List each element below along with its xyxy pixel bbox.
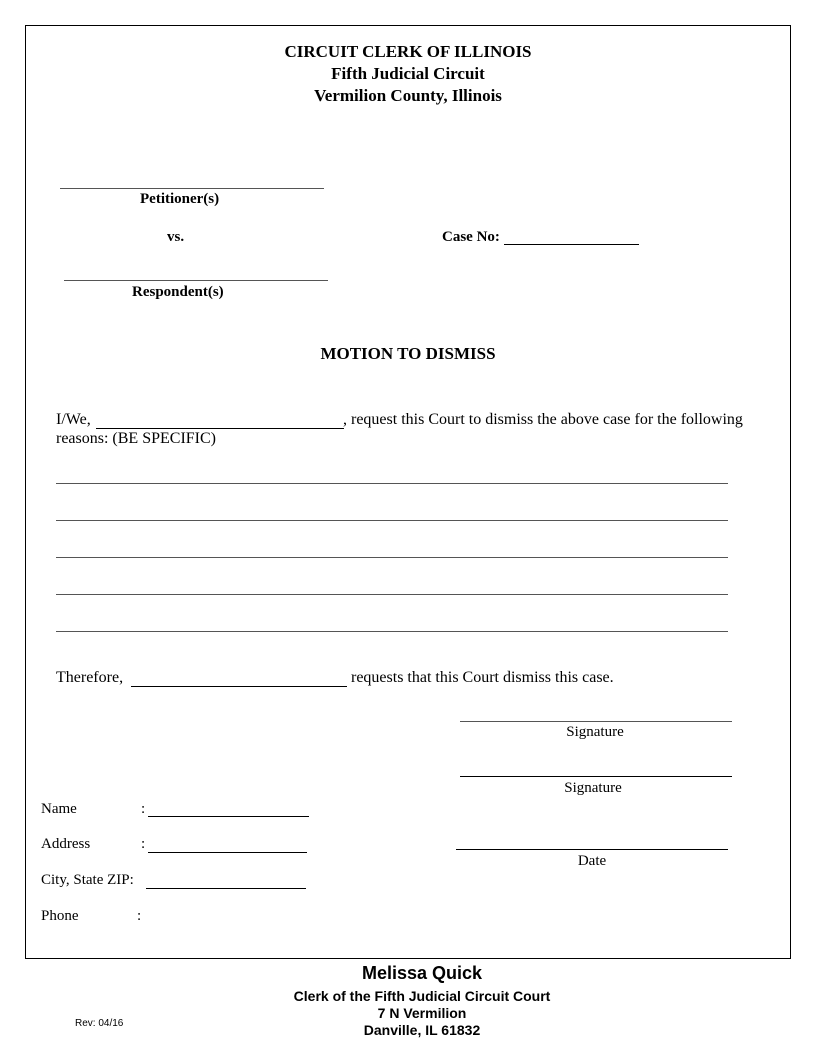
signature-line-2[interactable] xyxy=(460,776,732,777)
name-line[interactable] xyxy=(148,816,309,817)
reason-line[interactable] xyxy=(56,520,728,521)
address-line[interactable] xyxy=(148,852,307,853)
city-state-zip-line[interactable] xyxy=(146,888,306,889)
reason-line[interactable] xyxy=(56,557,728,558)
respondent-line[interactable] xyxy=(64,280,328,281)
phone-colon: : xyxy=(137,908,142,924)
case-no-label: Case No: xyxy=(442,229,500,245)
revision-label: Rev: 04/16 xyxy=(75,1018,124,1029)
date-label: Date xyxy=(577,853,607,869)
vs-label: vs. xyxy=(167,229,185,245)
city-state-zip-label: City, State ZIP: xyxy=(41,872,134,888)
circuit-name: Fifth Judicial Circuit xyxy=(331,64,485,83)
reason-line[interactable] xyxy=(56,483,728,484)
court-title: CIRCUIT CLERK OF ILLINOIS xyxy=(284,42,532,61)
petitioner-line[interactable] xyxy=(60,188,324,189)
clerk-title: Clerk of the Fifth Judicial Circuit Court xyxy=(293,988,551,1004)
date-line[interactable] xyxy=(456,849,728,850)
request-prefix: I/We, xyxy=(56,411,91,428)
requester-name-line[interactable] xyxy=(96,428,344,429)
request-suffix: , request this Court to dismiss the above case for the following xyxy=(343,411,743,428)
therefore-prefix: Therefore, xyxy=(56,669,124,686)
reason-line[interactable] xyxy=(56,594,728,595)
respondent-label: Respondent(s) xyxy=(132,284,224,300)
clerk-street: 7 N Vermilion xyxy=(377,1005,467,1021)
county-name: Vermilion County, Illinois xyxy=(314,86,502,105)
name-label: Name xyxy=(41,801,77,817)
therefore-suffix: requests that this Court dismiss this case. xyxy=(351,669,614,686)
case-no-line[interactable] xyxy=(504,244,639,245)
request-reasons-label: reasons: (BE SPECIFIC) xyxy=(56,430,216,447)
motion-title: MOTION TO DISMISS xyxy=(320,344,496,363)
clerk-city: Danville, IL 61832 xyxy=(363,1022,481,1038)
form-border xyxy=(25,25,791,959)
signature-label-2: Signature xyxy=(564,780,622,796)
signature-line-1[interactable] xyxy=(460,721,732,722)
address-label: Address xyxy=(41,836,91,852)
clerk-name: Melissa Quick xyxy=(361,963,483,983)
address-colon: : xyxy=(141,836,146,852)
petitioner-label: Petitioner(s) xyxy=(140,191,220,207)
therefore-name-line[interactable] xyxy=(131,686,347,687)
name-colon: : xyxy=(141,801,146,817)
signature-label-1: Signature xyxy=(566,724,624,740)
phone-label: Phone xyxy=(41,908,79,924)
reason-line[interactable] xyxy=(56,631,728,632)
